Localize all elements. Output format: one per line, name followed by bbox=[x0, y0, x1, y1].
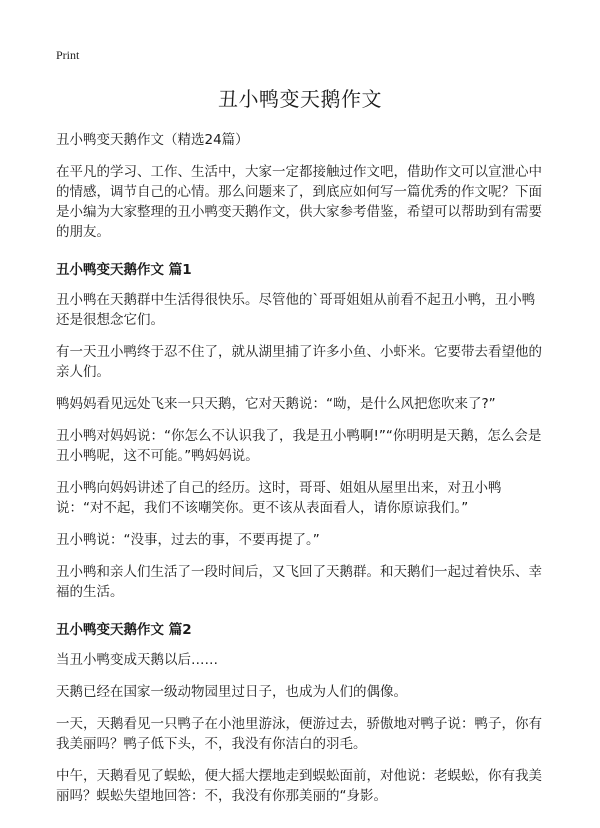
paragraph: 丑小鸭对妈妈说：“你怎么不认识我了，我是丑小鸭啊!”“你明明是天鹅，怎么会是丑小鸭呢，这不可能。”鸭妈妈说。 bbox=[56, 428, 542, 464]
section-1 bbox=[56, 258, 544, 602]
page-title: 丑小鸭变天鹅作文 bbox=[218, 87, 382, 111]
paragraph: 丑小鸭说：“没事，过去的事，不要再提了。” bbox=[56, 532, 320, 548]
section-2 bbox=[56, 618, 544, 806]
section-heading: 丑小鸭变天鹅作文 篇2 bbox=[56, 622, 192, 638]
paragraph: 中午，天鹅看见了蜈蚣，便大摇大摆地走到蜈蚣面前，对他说：老蜈蚣，你有我美丽吗？蜈蚣失望地回答：不，我没有你那美丽的“身影。 bbox=[56, 768, 542, 804]
paragraph: 丑小鸭和亲人们生活了一段时间后，又飞回了天鹅群。和天鹅们一起过着快乐、幸福的生活。 bbox=[56, 564, 542, 600]
intro-paragraph: 在平凡的学习、工作、生活中，大家一定都接触过作文吧，借助作文可以宣泄心中的情感，调节自己的心情。那么问题来了，到底应如何写一篇优秀的作文呢？下面是小编为大家整理的丑小鸭变天鹅作文，供大家参考借鉴，希望可以帮助到有需要的朋友。 bbox=[56, 164, 542, 240]
paragraph: 丑小鸭在天鹅群中生活得很快乐。尽管他的`哥哥姐姐从前看不起丑小鸭，丑小鸭还是很想念它们。 bbox=[56, 292, 536, 328]
paragraph: 天鹅已经在国家一级动物园里过日子，也成为人们的偶像。 bbox=[56, 684, 407, 700]
document-subtitle: 丑小鸭变天鹅作文（精选24篇） bbox=[56, 132, 249, 148]
print-link[interactable]: Print bbox=[56, 48, 80, 62]
paragraph: 有一天丑小鸭终于忍不住了，就从湖里捕了许多小鱼、小虾米。它要带去看望他的亲人们。 bbox=[56, 344, 542, 380]
paragraph: 一天，天鹅看见一只鸭子在小池里游泳，便游过去，骄傲地对鸭子说：鸭子，你有我美丽吗？鸭子低下头，不，我没有你洁白的羽毛。 bbox=[56, 716, 542, 752]
paragraph: 丑小鸭向妈妈讲述了自己的经历。这时，哥哥、姐姐从屋里出来，对丑小鸭说：“对不起，我们不该嘲笑你。更不该从表面看人，请你原谅我们。” bbox=[56, 480, 502, 516]
paragraph: 鸭妈妈看见远处飞来一只天鹅，它对天鹅说：“呦，是什么风把您吹来了?” bbox=[56, 396, 496, 412]
paragraph: 当丑小鸭变成天鹅以后…… bbox=[56, 652, 218, 668]
section-heading: 丑小鸭变天鹅作文 篇1 bbox=[56, 262, 192, 278]
